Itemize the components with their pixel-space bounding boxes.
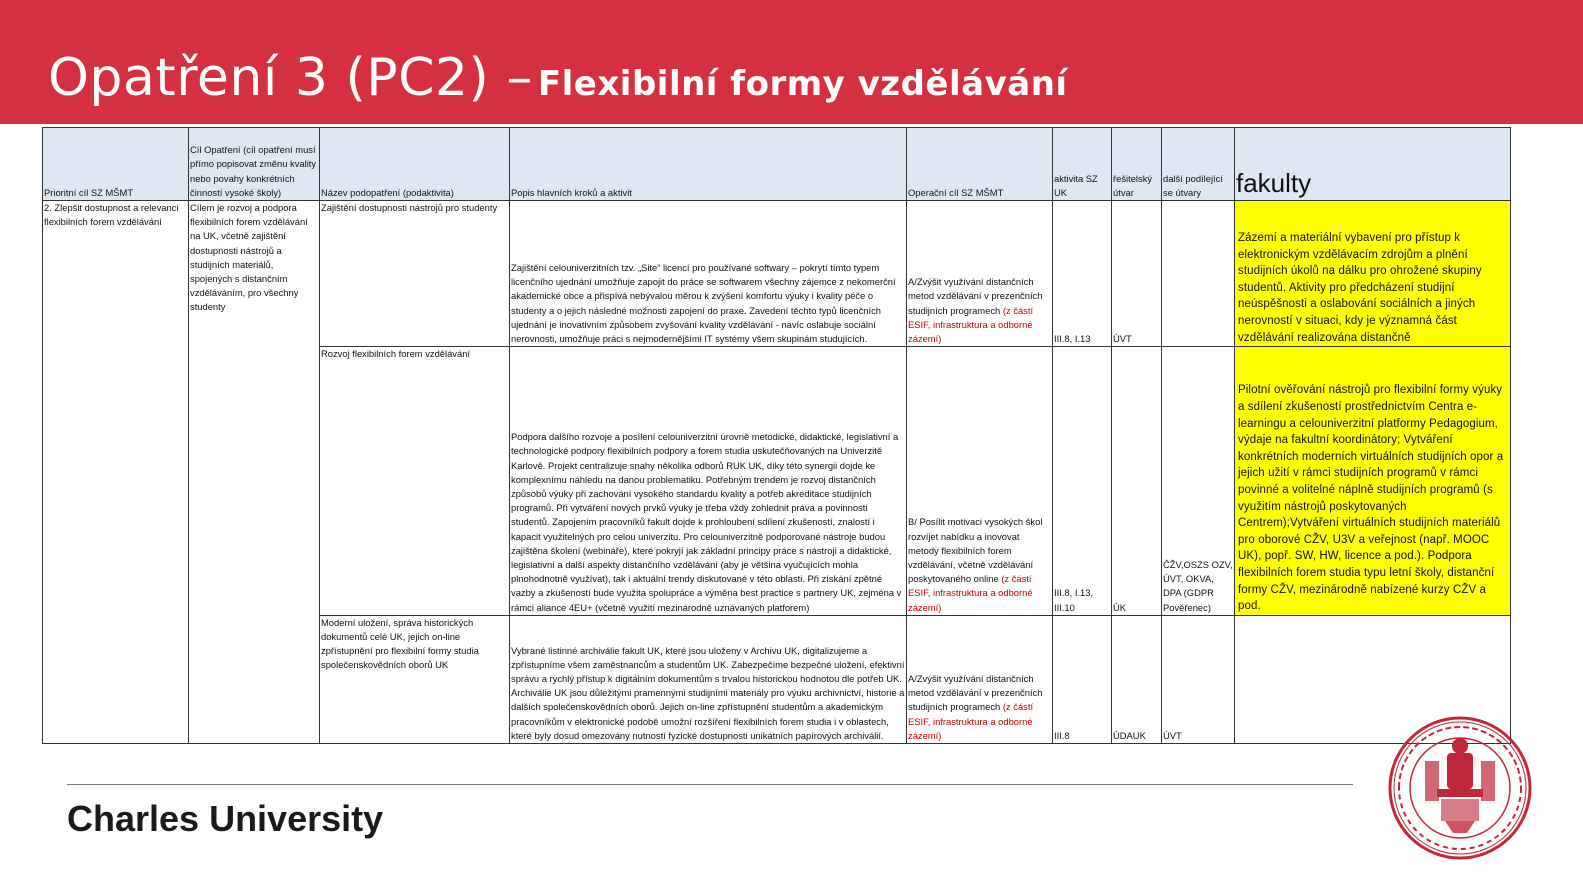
operational-goal-text: A/Zvýšit využívání distančních metod vzdělávání v prezenčních studijních programech bbox=[908, 276, 1043, 316]
university-seal-icon bbox=[1385, 713, 1535, 863]
title-main: Opatření 3 (PC2) – bbox=[48, 48, 533, 108]
measures-table bbox=[42, 127, 1511, 744]
other-units-cell: ÚVT bbox=[1162, 615, 1235, 743]
operational-goal-cell bbox=[907, 347, 1053, 615]
header-measure-goal: Cíl Opatření (cíl opatření musí přímo popisovat změnu kvality nebo povahy konkrétních činností vysoké školy) bbox=[189, 128, 320, 201]
activity-cell: III.8, I.13 bbox=[1053, 201, 1112, 347]
other-units-cell bbox=[1162, 201, 1235, 347]
submeasure-name-cell: Zajištění dostupnosti nástrojů pro studenty bbox=[320, 201, 510, 347]
operational-goal-cell bbox=[907, 615, 1053, 743]
table-row bbox=[43, 201, 1511, 347]
activity-cell: III.8, I.13, III.10 bbox=[1053, 347, 1112, 615]
faculties-cell: Zázemí a materiální vybavení pro přístup k elektronickým vzdělávacím zdrojům a plnění studijních úkolů na dálku pro ohrožené skupiny studentů. Aktivity pro předcházení studijní neúspěšnosti a oslabování sociálních a jiných nerovností v situaci, kdy je významná část vzdělávání realizována distančně bbox=[1235, 201, 1511, 347]
activity-cell: III.8 bbox=[1053, 615, 1112, 743]
responsible-unit-cell: ÚVT bbox=[1112, 201, 1162, 347]
university-name: Charles University bbox=[67, 798, 384, 839]
operational-goal-source: (z částí ESIF, infrastruktura a odborné zázemí) bbox=[908, 573, 1033, 613]
priority-goal-cell: 2. Zlepšit dostupnost a relevanci flexibilních forem vzdělávání bbox=[43, 201, 189, 744]
header-priority-goal: Prioritní cíl SZ MŠMT bbox=[43, 128, 189, 201]
responsible-unit-cell: ÚK bbox=[1112, 347, 1162, 615]
header-submeasure-name: Název podopatření (podaktivita) bbox=[320, 128, 510, 201]
header-activity: aktivita SZ UK bbox=[1053, 128, 1112, 201]
title-sub: Flexibilní formy vzdělávání bbox=[537, 64, 1068, 104]
submeasure-name-cell: Rozvoj flexibilních forem vzdělávání bbox=[320, 347, 510, 615]
header-description: Popis hlavních kroků a aktivit bbox=[510, 128, 907, 201]
description-cell: Podpora dalšího rozvoje a posílení celouniverzitní úrovně metodické, didaktické, legislativní a technologické podpory flexibilních podpory a forem studia uskutečňovaných na Univerzitě Karlově. Projekt centralizuje snahy několika odborů RUK UK, díky této synergii dojde ke komplexnímu náhledu na danou problematiku. Potřebným trendem je rozvoj distančních způsobů výuky při zachování vysokého standardu kvality a potřeb akreditace studijních programů. Při vytváření nových prvků výuky je třeba vždy zohlednit práva a povinnosti studentů. Zapojením pracovníků fakult dojde k prohloubení sdílení zkušeností, znalostí i kapacit využitelných pro celou univerzitu. Pro celouniverzitně podporované nástroje budou zajištěna školení (webináře), které pokryjí jak základní principy práce s nástroji a didaktické, legislativní a další aspekty distančního vzdělávání (aby je většina vyučujících mohla plnohodnotně využívat), tak i aktuální trendy diskutované v této oblasti. Při získání zpětné vazby a zkušeností bude využita spolupráce a výměna best practice s partnery UK, zejména v rámci aliance 4EU+ (včetně využití mezinárodně uznávaných platforem) bbox=[510, 347, 907, 615]
operational-goal-cell bbox=[907, 201, 1053, 347]
header-faculties: fakulty bbox=[1235, 128, 1511, 201]
operational-goal-source: (z částí ESIF, infrastruktura a odborné zázemí) bbox=[908, 304, 1034, 345]
slide-title bbox=[48, 48, 1068, 108]
faculties-cell: Pilotní ověřování nástrojů pro flexibilní formy výuky a sdílení zkušeností prostřednictvím Centra e-learningu a celouniverzitní platformy Pedagogium, výdaje na fakultní koordinátory; Vytváření konkrétních moderních virtuálních studijních opor a jejich užití v rámci studijních programů v rámci povinné a volitelné náplně studijních programů (s využitím nástrojů poskytovaných Centrem);Vytváření virtuálních studijních materiálů pro oborové CŽV, U3V a veřejnost (např. MOOC UK), popř. SW, HW, licence a pod.). Podpora flexibilních forem studia typu letní školy, distanční formy CŽV, mezinárodně nabízené kurzy CŽV a pod. bbox=[1235, 347, 1511, 615]
operational-goal-text: B/ Posílit motivaci vysokých škol rozvíjet nabídku a inovovat metody flexibilních forem vzdělávání, včetně vzdělávání poskytovaného online bbox=[908, 516, 1043, 585]
description-cell: Zajištění celouniverzitních tzv. „Site“ licencí pro používané softwary – pokrytí tímto typem licenčního ujednání umožňuje zapojit do práce se softwarem všechny zájemce z nekomerční akademické obce a přispívá nebývalou měrou k zvýšení komfortu výuky i kvality péče o studenty a o jejich následné možnosti zapojení do praxe. Zavedení těchto typů licenčních ujednání je inovativním způsobem zvyšování kvality vzdělávání - navíc oslabuje sociální nerovnosti, umožňuje práci s nejmodernějšími IT systémy všem skupinám studujících. bbox=[510, 201, 907, 347]
submeasure-name-cell: Moderní uložení, správa historických dokumentů celé UK, jejich on-line zpřístupnění pro flexibilní formy studia společenskovědních oborů UK bbox=[320, 615, 510, 743]
footer-divider bbox=[67, 784, 1353, 785]
header-other-units: další podílející se útvary bbox=[1162, 128, 1235, 201]
header-responsible-unit: řešitelský útvar bbox=[1112, 128, 1162, 201]
responsible-unit-cell: ÚDAUK bbox=[1112, 615, 1162, 743]
measure-goal-cell: Cílem je rozvoj a podpora flexibilních forem vzdělávání na UK, včetně zajištění dostupnosti nástrojů a studijních materiálů, spojených s distančním vzděláváním, pro všechny studenty bbox=[189, 201, 320, 744]
other-units-cell: ČŽV,OSZS OZV, ÚVT, OKVA, DPA (GDPR Pověřenec) bbox=[1162, 347, 1235, 615]
operational-goal-source: (z částí ESIF, infrastruktura a odborné zázemí) bbox=[908, 701, 1034, 741]
header-operational-goal: Operační cíl SZ MŠMT bbox=[907, 128, 1053, 201]
table-header-row bbox=[43, 128, 1511, 201]
operational-goal-text: A/Zvýšit využívání distančních metod vzdělávání v prezenčních studijních programech bbox=[908, 672, 1043, 713]
description-cell: Vybrané listinné archiválie fakult UK, které jsou uloženy v Archivu UK, digitalizujeme a zpřístupníme všem zaměstnancům a studentům UK. Zabezpečíme bezpečné uložení, efektivní správu a rychlý přístup k digitálním dokumentům s trvalou historickou hodnotou dle potřeb UK. Archiválie UK jsou důležitými pramennými studijními materiály pro výuku archivnictví, historie a dalších společenskovědních oborů. Jejich on-line zpřístupnění studentům a akademickým pracovníkům v elektronické podobě umožní rozšíření flexibilních forem studia i v oblastech, které byly dosud omezovány nutností fyzické dostupnosti unikátních papírových archiválií. bbox=[510, 615, 907, 743]
